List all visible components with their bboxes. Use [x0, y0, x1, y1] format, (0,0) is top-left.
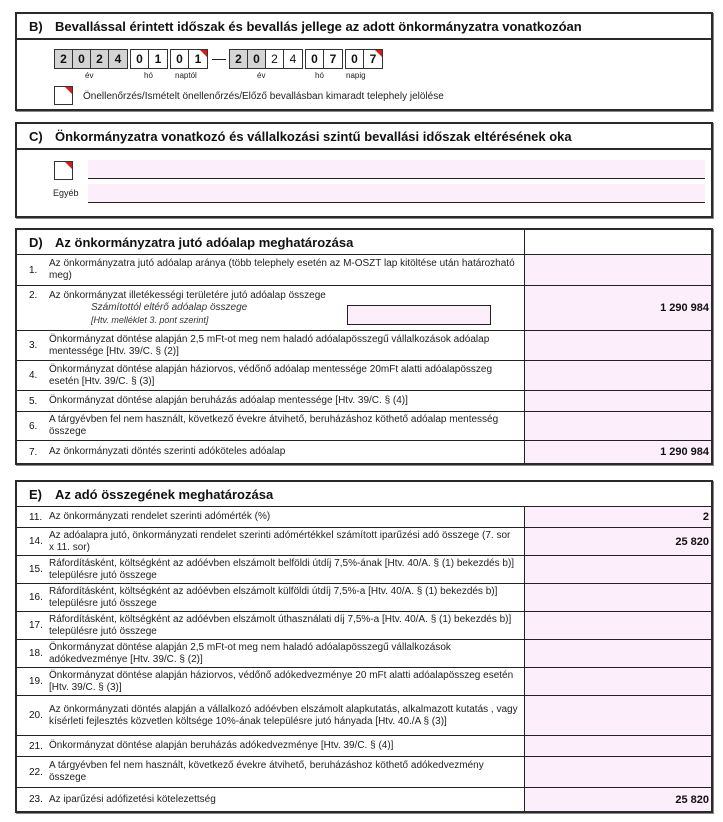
row-text: Önkormányzat döntése alapján háziorvos, védőnő adókedvezménye 20 mFt alatti adóalapösszeg esetén [Htv. 39/C. § (3)] — [49, 669, 514, 693]
row-number: 17. — [29, 620, 43, 631]
row-number: 2. — [29, 290, 38, 301]
digit: 0 — [346, 50, 364, 68]
section-c-header — [17, 124, 711, 150]
row-number: 7. — [29, 446, 38, 458]
row-label-cell — [17, 668, 525, 695]
row-label-cell — [17, 757, 525, 787]
row-value-input[interactable] — [525, 612, 711, 639]
row-text: Az önkormányzatra jutó adóalap aránya (több telephely esetén az M-OSZT lap kitöltése után határozható meg) — [49, 258, 515, 281]
table-row — [17, 331, 711, 361]
row-text: Az önkormányzat illetékességi területére jutó adóalap összege — [49, 290, 326, 301]
row-text: A tárgyévben fel nem használt, következő évekre átvihető, beruházáshoz köthető adóalap mentesség összege — [49, 414, 499, 437]
label-from-month: hó — [144, 71, 153, 80]
digit: 2 — [91, 50, 109, 68]
section-b — [15, 12, 713, 111]
sub-label-2: [Htv. melléklet 3. pont szerint] — [91, 315, 209, 325]
from-year-field[interactable] — [54, 49, 128, 69]
table-row — [17, 584, 711, 612]
row-number: 5. — [29, 395, 38, 407]
row-number: 22. — [29, 766, 43, 778]
digit: 7 — [364, 50, 382, 68]
table-row — [17, 441, 711, 463]
row-value-input[interactable] — [525, 556, 711, 583]
section-e-header — [17, 482, 711, 507]
row-text: A tárgyévben fel nem használt, következő évekre átvihető, beruházáshoz köthető adókedvezmény összege — [49, 760, 484, 783]
section-d-table — [15, 228, 713, 465]
table-row — [17, 736, 711, 757]
section-c — [15, 122, 713, 218]
row-value-input[interactable]: 1 290 984 — [525, 286, 711, 330]
to-year-field[interactable] — [229, 49, 303, 69]
reason-checkbox[interactable] — [54, 161, 73, 180]
row-value-input[interactable] — [525, 584, 711, 611]
label-from-year: év — [85, 71, 94, 80]
table-row — [17, 612, 711, 640]
date-range-dash — [212, 59, 226, 60]
table-row — [17, 361, 711, 391]
table-row — [17, 556, 711, 584]
digit: 2 — [230, 50, 248, 68]
digit: 2 — [266, 50, 284, 68]
section-title: Bevallással érintett időszak és bevallás jellege az adott önkormányzatra vonatkozóan — [55, 18, 582, 34]
table-row — [17, 255, 711, 286]
section-title: Az önkormányzatra jutó adóalap meghatározása — [55, 234, 354, 250]
other-reason-input[interactable] — [88, 184, 705, 203]
row-label-cell — [17, 788, 525, 811]
section-letter: B) — [29, 18, 43, 34]
row-label-cell — [17, 361, 525, 390]
label-to-year: év — [257, 71, 266, 80]
row-number: 18. — [29, 648, 43, 659]
label-to-month: hó — [315, 71, 324, 80]
row-text: Az adóalapra jutó, önkormányzati rendelet szerinti adómértékkel számított iparűzési adó összege (7. sor x 11. sor) — [49, 529, 511, 553]
row-text: Önkormányzat döntése alapján beruházás adókedvezménye [Htv. 39/C. § (4)] — [49, 740, 394, 751]
row-text: Önkormányzat döntése alapján 2,5 mFt-ot meg nem haladó adóalapösszegű vállalkozások adókedvezménye [Htv. 39/C. § (2)] — [49, 641, 451, 665]
section-d-header — [17, 230, 711, 255]
digit: 4 — [109, 50, 127, 68]
digit: 0 — [306, 50, 324, 68]
table-row — [17, 696, 711, 736]
period-date-row — [54, 49, 385, 69]
row-label-cell — [17, 507, 525, 527]
to-month-field[interactable] — [305, 49, 343, 69]
row-text: Ráfordításként, költségként az adóévben elszámolt belföldi útdíj 7,5%-ának [Htv. 40/A. § (1) bekezdés b)] településre jutó összege — [49, 557, 515, 581]
computed-override-input[interactable] — [347, 305, 491, 325]
label-to-day: napig — [346, 71, 366, 80]
section-e-title-cell — [17, 482, 711, 506]
row-value-input[interactable] — [525, 391, 711, 411]
table-row — [17, 528, 711, 556]
row-value-input[interactable] — [525, 757, 711, 787]
row-label-cell — [17, 441, 525, 463]
row-text: Önkormányzat döntése alapján beruházás adóalap mentessége [Htv. 39/C. § (4)] — [49, 395, 408, 406]
sub-label-1: Számítottól eltérő adóalap összege — [91, 302, 248, 313]
row-value-input[interactable]: 1 290 984 — [525, 441, 711, 463]
row-value-input[interactable] — [525, 412, 711, 440]
row-value-input[interactable] — [525, 255, 711, 285]
row-number: 3. — [29, 340, 38, 351]
section-title: Önkormányzatra vonatkozó és vállalkozási szintű bevallási időszak eltérésének oka — [55, 128, 572, 144]
row-number: 16. — [29, 592, 43, 603]
row-number: 11. — [29, 511, 43, 523]
row-value-input[interactable]: 2 — [525, 507, 711, 527]
table-row — [17, 788, 711, 811]
row-value-input[interactable] — [525, 696, 711, 735]
computed-override-label — [91, 302, 247, 326]
digit: 0 — [73, 50, 91, 68]
row-label-cell — [17, 286, 525, 330]
row-text: Az önkormányzati rendelet szerinti adómérték (%) — [49, 511, 271, 522]
row-number: 19. — [29, 676, 43, 687]
table-row — [17, 412, 711, 441]
label-from-day: naptól — [175, 71, 197, 80]
row-text: Önkormányzat döntése alapján háziorvos, védőnő adóalap mentessége 20mFt alatti adóalapösszeg esetén [Htv. 39/C. § (3)] — [49, 363, 493, 387]
row-text: Az önkormányzati döntés szerinti adóköteles adóalap — [49, 446, 286, 457]
header-value-cell — [525, 230, 711, 254]
digit: 4 — [284, 50, 302, 68]
row-number: 15. — [29, 564, 43, 575]
row-value-input[interactable] — [525, 361, 711, 390]
section-title: Az adó összegének meghatározása — [55, 486, 274, 502]
digit: 2 — [55, 50, 73, 68]
digit: 1 — [189, 50, 207, 68]
row-text: Az önkormányzati döntés alapján a vállalkozó adóévben elszámolt alapkutatás, alkalmazott kutatás , vagy kísérleti fejlesztés közvetlen költsége 10%-ának településre jutó hányada [Htv. 40./A § (3)] — [49, 703, 518, 727]
table-row — [17, 640, 711, 668]
section-letter: E) — [29, 486, 42, 502]
digit: 1 — [149, 50, 167, 68]
row-label-cell — [17, 528, 525, 555]
row-label-cell — [17, 412, 525, 440]
row-value-input[interactable]: 25 820 — [525, 528, 711, 555]
row-number: 6. — [29, 420, 38, 432]
from-month-field[interactable] — [130, 49, 168, 69]
to-day-field[interactable] — [345, 49, 383, 69]
reason-input[interactable] — [88, 160, 705, 179]
row-text: Ráfordításként, költségként az adóévben elszámolt külföldi útdíj 7,5%-a [Htv. 40/A. § (1) bekezdés b)] településre jutó összege — [49, 585, 498, 609]
row-label-cell — [17, 391, 525, 411]
section-d-title-cell — [17, 230, 525, 254]
row-number: 1. — [29, 264, 38, 276]
row-number: 23. — [29, 794, 43, 805]
section-e-table — [15, 480, 713, 813]
row-value-input[interactable] — [525, 736, 711, 756]
row-number: 14. — [29, 536, 43, 547]
row-number: 21. — [29, 740, 43, 752]
row-text: Önkormányzat döntése alapján 2,5 mFt-ot meg nem haladó adóalapösszegű vállalkozások adóalap mentessége [Htv. 39/C. § (2)] — [49, 333, 490, 357]
row-value-input[interactable] — [525, 640, 711, 667]
digit: 0 — [131, 50, 149, 68]
other-label: Egyéb — [53, 188, 79, 198]
from-day-field[interactable] — [170, 49, 208, 69]
row-value-input[interactable]: 25 820 — [525, 788, 711, 811]
self-revision-checkbox[interactable] — [54, 86, 73, 105]
table-row — [17, 757, 711, 788]
row-number: 4. — [29, 370, 38, 381]
row-value-input[interactable] — [525, 668, 711, 695]
row-number: 20. — [29, 710, 43, 721]
table-row — [17, 391, 711, 412]
digit: 0 — [248, 50, 266, 68]
digit: 7 — [324, 50, 342, 68]
digit: 0 — [171, 50, 189, 68]
row-label-cell — [17, 640, 525, 667]
row-label-cell — [17, 696, 525, 735]
row-text: Ráfordításként, költségként az adóévben elszámolt úthasználati díj 7,5%-a [Htv. 40/A. § (1) bekezdés b)] településre jutó összege — [49, 613, 512, 637]
table-row — [17, 286, 711, 331]
table-row — [17, 507, 711, 528]
section-b-header — [17, 14, 711, 40]
row-value-input[interactable] — [525, 331, 711, 360]
section-letter: C) — [29, 128, 43, 144]
row-label-cell — [17, 584, 525, 611]
section-letter: D) — [29, 234, 43, 250]
row-label-cell — [17, 612, 525, 639]
row-text: Az iparűzési adófizetési kötelezettség — [49, 793, 216, 805]
row-label-cell — [17, 736, 525, 756]
row-label-cell — [17, 556, 525, 583]
row-label-cell — [17, 331, 525, 360]
self-revision-label: Önellenőrzés/Ismételt önellenőrzés/Előző bevallásban kimaradt telephely jelölése — [83, 91, 444, 102]
table-row — [17, 668, 711, 696]
row-label-cell — [17, 255, 525, 285]
